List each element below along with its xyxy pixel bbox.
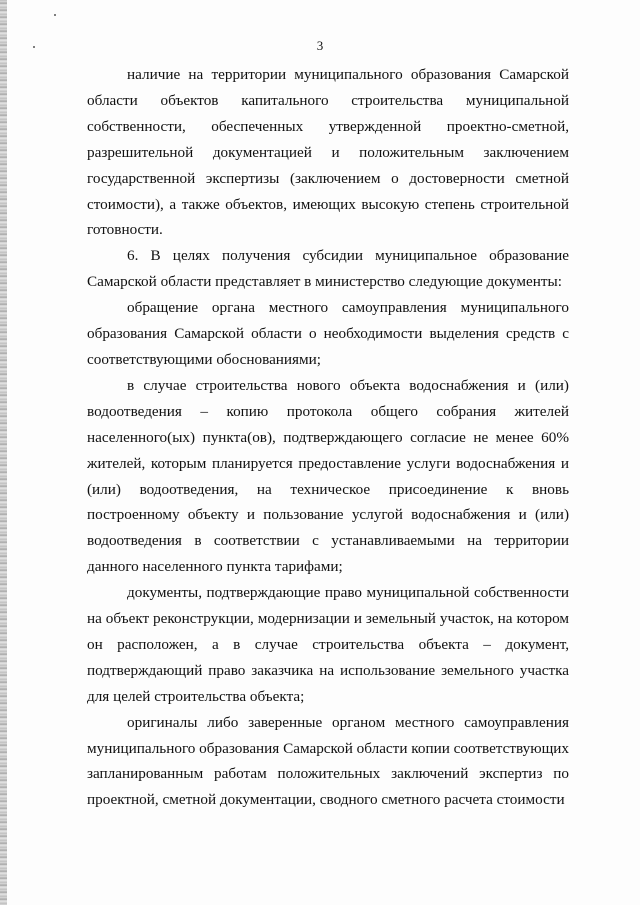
scan-speck [54, 14, 56, 16]
page-number: 3 [316, 38, 324, 53]
paragraph-expertise: оригиналы либо заверенные органом местного самоуправления муниципального образования Самарской области копии соответствующих запланированным работам положительных заключений экспертиз по проектной, сметной документации, сводного сметного расчета стоимости [87, 713, 570, 809]
paragraph-appeal: обращение органа местного самоуправления муниципального образования Самарской области о необходимости выделения средств с соответствующими обоснованиями; [87, 299, 569, 368]
paragraph-continuation: наличие на территории муниципального образования Самарской области объектов капитального строительства муниципальной собственности, обеспеченных утвержденной проектно-сметной, разрешительной документацией и положительным заключением государственной экспертизы (заключением о достоверности сметной стоимости), а также объектов, имеющих высокую степень строительной готовности. [87, 66, 569, 239]
document-body [87, 62, 569, 813]
scan-edge-shadow [0, 0, 7, 905]
paragraph-ownership: документы, подтверждающие право муниципальной собственности на объект реконструкции, модернизации и земельный участок, на котором он расположен, а в случае строительства объекта – документ, подтверждающий право заказчика на использование земельного участка для целей строительства объекта; [87, 584, 569, 705]
paragraph-section-6: 6. В целях получения субсидии муниципальное образование Самарской области представляет в министерство следующие документы: [87, 247, 569, 291]
paragraph-protocol: в случае строительства нового объекта водоснабжения и (или) водоотведения – копию протокола общего собрания жителей населенного(ых) пункта(ов), подтверждающего согласие не менее 60% жителей, которым планируется предоставление услуги водоснабжения и (или) водоотведения, на техническое присоединение к вновь построенному объекту и пользование услугой водоснабжения и (или) водоотведения в соответствии с устанавливаемыми на территории данного населенного пункта тарифами; [87, 376, 569, 576]
